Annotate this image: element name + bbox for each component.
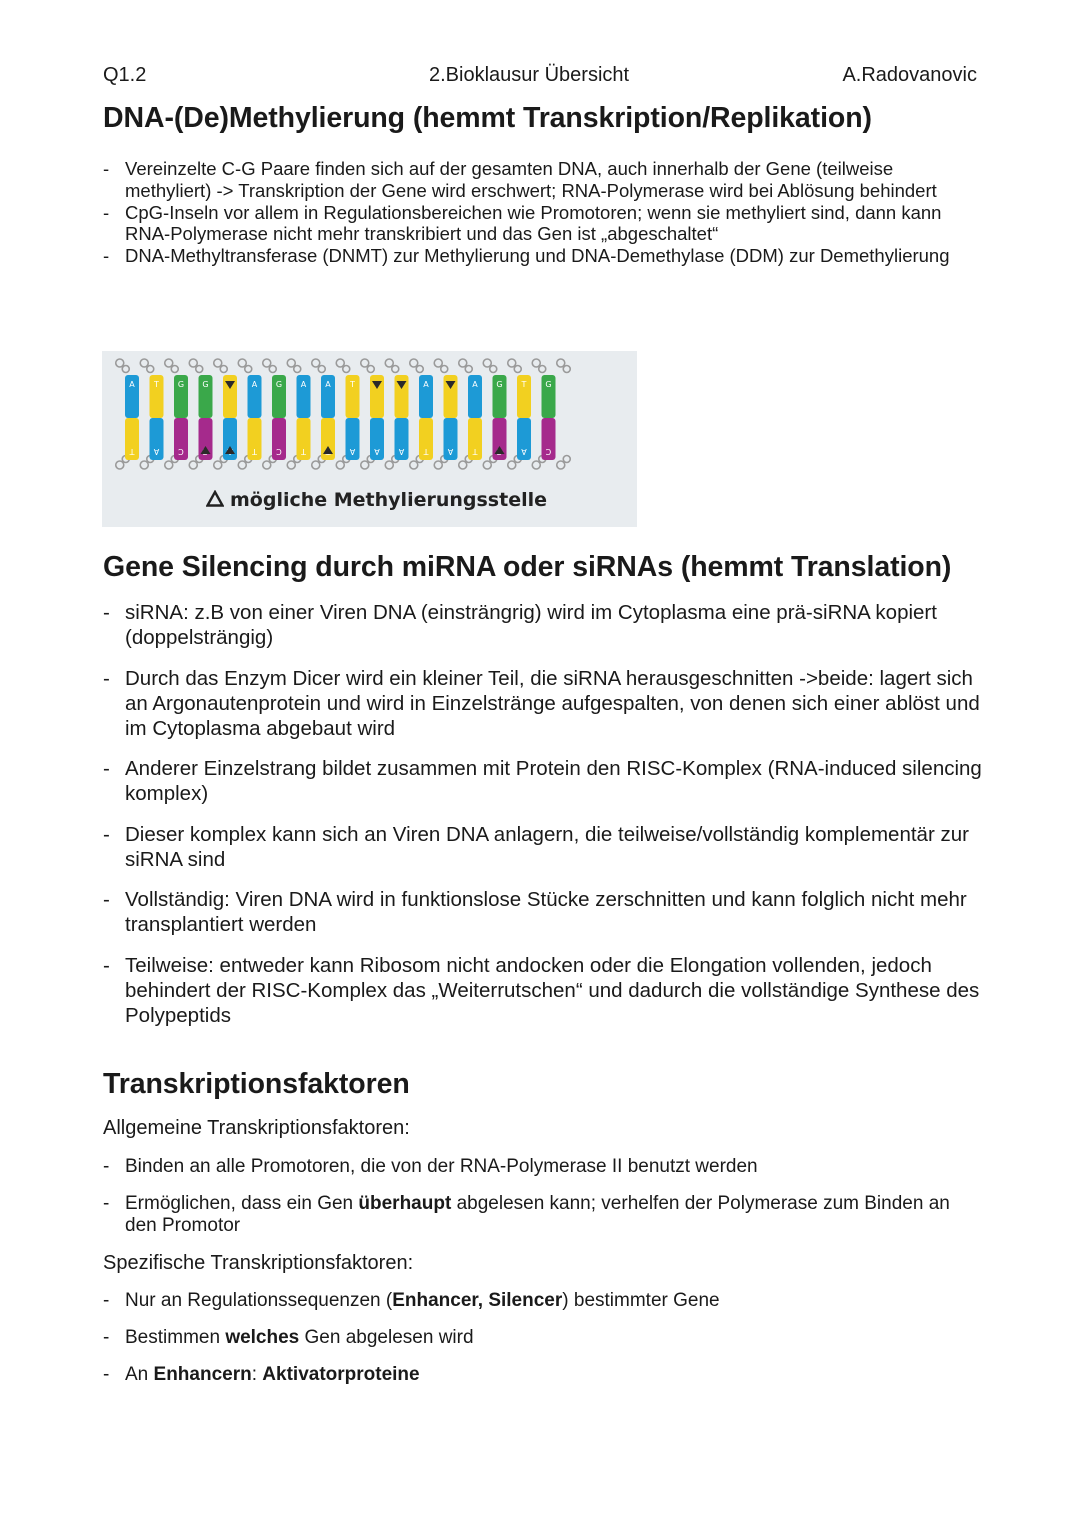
base-label-top: T bbox=[350, 380, 355, 389]
phosphate-bottom bbox=[483, 461, 491, 469]
phosphate-top bbox=[557, 359, 565, 367]
course-code: Q1.2 bbox=[103, 64, 147, 86]
general-factors-list bbox=[103, 1156, 983, 1252]
list-item: - siRNA: z.B von einer Viren DNA (einsträngrig) wird im Cytoplasma eine prä-siRNA kopiert (doppelsträngig) bbox=[103, 600, 983, 650]
sugar-top bbox=[245, 366, 252, 373]
base-label-top: A bbox=[300, 380, 307, 389]
list-item: - Teilweise: entweder kann Ribosom nicht andocken oder die Elongation vollenden, jedoch behindert der RISC-Komplex das „Weiterrutschen“ und dadurch die vollständige Synthese des Polypeptids bbox=[103, 953, 983, 1028]
base-label-top: G bbox=[545, 380, 552, 389]
triangle-marker-icon bbox=[206, 490, 224, 507]
phosphate-top bbox=[410, 359, 418, 367]
base-label-top: G bbox=[177, 380, 185, 389]
sugar-top bbox=[441, 366, 448, 373]
section-title-dna-methylation: DNA-(De)Methylierung (hemmt Transkription/Replikation) bbox=[103, 102, 872, 134]
sugar-top bbox=[343, 366, 350, 373]
dna-double-strand-diagram bbox=[102, 351, 637, 481]
base-label-bottom: C bbox=[545, 447, 552, 456]
phosphate-top bbox=[336, 359, 344, 367]
phosphate-bottom bbox=[140, 461, 148, 469]
sugar-top bbox=[490, 366, 497, 373]
phosphate-bottom bbox=[508, 461, 516, 469]
base-label-bottom: T bbox=[252, 447, 257, 456]
base-label-top: T bbox=[521, 380, 527, 389]
base-label-bottom: A bbox=[447, 447, 454, 456]
phosphate-bottom bbox=[263, 461, 271, 469]
list-item: - Vereinzelte C-G Paare finden sich auf der gesamten DNA, auch innerhalb der Gene (teilweise methyliert) -> Transkription der Gene wird erschwert; RNA-Polymerase wird bei Ablösung behindert bbox=[103, 158, 973, 202]
list-item: - Durch das Enzym Dicer wird ein kleiner Teil, die siRNA herausgeschnitten ->beide: lagert sich an Argonautenprotein und wird in Einzelstränge aufgespalten, von denen sich einer ablöst und im Cytoplasma abgebaut wird bbox=[103, 666, 983, 741]
phosphate-bottom bbox=[361, 461, 369, 469]
base-label-top: T bbox=[154, 380, 159, 389]
sugar-top bbox=[514, 366, 521, 373]
base-label-top: G bbox=[275, 380, 283, 389]
base-label-bottom: A bbox=[153, 447, 160, 456]
phosphate-bottom bbox=[165, 461, 173, 469]
base-label-top: G bbox=[202, 380, 209, 389]
section-title-transcription-factors: Transkriptionsfaktoren bbox=[103, 1068, 410, 1100]
phosphate-bottom bbox=[336, 461, 344, 469]
base-label-top: A bbox=[472, 380, 478, 389]
phosphate-bottom bbox=[434, 461, 442, 469]
sugar-top bbox=[122, 366, 129, 373]
sugar-top bbox=[147, 366, 154, 373]
page-header bbox=[103, 64, 977, 90]
phosphate-bottom bbox=[532, 461, 540, 469]
sugar-top bbox=[392, 366, 399, 373]
sugar-top bbox=[220, 366, 227, 373]
phosphate-top bbox=[483, 359, 491, 367]
phosphate-bottom bbox=[214, 461, 222, 469]
author-name: A.Radovanovic bbox=[842, 64, 977, 86]
phosphate-bottom bbox=[287, 461, 295, 469]
figure-caption bbox=[230, 489, 547, 511]
phosphate-top bbox=[385, 359, 393, 367]
list-item: - Binden an alle Promotoren, die von der RNA-Polymerase II benutzt werden bbox=[103, 1156, 983, 1178]
sugar-top bbox=[539, 366, 546, 373]
base-label-bottom: A bbox=[349, 447, 356, 456]
base-label-bottom: A bbox=[374, 447, 380, 456]
document-title: 2.Bioklausur Übersicht bbox=[429, 64, 630, 86]
phosphate-top bbox=[189, 359, 197, 367]
sugar-top bbox=[171, 366, 178, 373]
methylation-bullet-list bbox=[103, 158, 973, 267]
base-label-top: A bbox=[129, 380, 135, 389]
gene-silencing-bullet-list bbox=[103, 600, 983, 1043]
phosphate-bottom bbox=[189, 461, 197, 469]
phosphate-top bbox=[263, 359, 271, 367]
phosphate-top bbox=[532, 359, 540, 367]
phosphate-top bbox=[312, 359, 320, 367]
figure-caption-text: mögliche Methylierungsstelle bbox=[230, 489, 547, 511]
list-item: - Bestimmen welches Gen abgelesen wird bbox=[103, 1327, 983, 1349]
base-label-top: G bbox=[496, 380, 503, 389]
specific-factors-label: Spezifische Transkriptionsfaktoren: bbox=[103, 1252, 414, 1274]
list-item: - Dieser komplex kann sich an Viren DNA anlagern, die teilweise/vollständig komplementär zur siRNA sind bbox=[103, 822, 983, 872]
sugar-top bbox=[269, 366, 276, 373]
phosphate-top bbox=[361, 359, 369, 367]
base-label-bottom: C bbox=[178, 447, 184, 456]
phosphate-bottom bbox=[312, 461, 320, 469]
base-label-bottom: C bbox=[276, 447, 282, 456]
list-item: - Nur an Regulationssequenzen (Enhancer, Silencer) bestimmter Gene bbox=[103, 1290, 983, 1312]
list-item: - Ermöglichen, dass ein Gen überhaupt abgelesen kann; verhelfen der Polymerase zum Binden an den Promotor bbox=[103, 1193, 983, 1237]
phosphate-bottom bbox=[385, 461, 393, 469]
phosphate-bottom bbox=[557, 461, 565, 469]
phosphate-top bbox=[508, 359, 516, 367]
sugar-top bbox=[294, 366, 301, 373]
base-label-bottom: T bbox=[301, 447, 306, 456]
phosphate-top bbox=[459, 359, 467, 367]
general-factors-label: Allgemeine Transkriptionsfaktoren: bbox=[103, 1117, 410, 1139]
dna-methylation-figure bbox=[102, 351, 637, 527]
phosphate-top bbox=[140, 359, 148, 367]
phosphate-top bbox=[434, 359, 442, 367]
specific-factors-list bbox=[103, 1290, 983, 1401]
phosphate-top bbox=[214, 359, 222, 367]
base-label-top: A bbox=[325, 380, 331, 389]
base-label-top: A bbox=[423, 380, 429, 389]
list-item: - DNA-Methyltransferase (DNMT) zur Methylierung und DNA-Demethylase (DDM) zur Demethylierung bbox=[103, 245, 973, 267]
list-item: - An Enhancern: Aktivatorproteine bbox=[103, 1364, 983, 1386]
phosphate-bottom bbox=[116, 461, 124, 469]
sugar-top bbox=[416, 366, 423, 373]
phosphate-bottom bbox=[238, 461, 246, 469]
list-item: - CpG-Inseln vor allem in Regulationsbereichen wie Promotoren; wenn sie methyliert sind, dann kann RNA-Polymerase nicht mehr transkribiert und das Gen ist „abgeschaltet“ bbox=[103, 202, 973, 246]
base-label-bottom: T bbox=[423, 447, 429, 456]
phosphate-top bbox=[238, 359, 246, 367]
section-title-gene-silencing: Gene Silencing durch miRNA oder siRNAs (hemmt Translation) bbox=[103, 551, 952, 583]
phosphate-top bbox=[116, 359, 124, 367]
phosphate-bottom bbox=[459, 461, 467, 469]
phosphate-top bbox=[287, 359, 295, 367]
base-label-bottom: T bbox=[129, 447, 135, 456]
sugar-bottom bbox=[563, 456, 570, 463]
base-label-top: A bbox=[251, 380, 258, 389]
sugar-top bbox=[465, 366, 472, 373]
base-label-bottom: A bbox=[521, 447, 527, 456]
sugar-top bbox=[196, 366, 203, 373]
phosphate-top bbox=[165, 359, 173, 367]
sugar-top bbox=[318, 366, 325, 373]
list-item: - Anderer Einzelstrang bildet zusammen mit Protein den RISC-Komplex (RNA-induced silencing komplex) bbox=[103, 756, 983, 806]
list-item: - Vollständig: Viren DNA wird in funktionslose Stücke zerschnitten und kann folglich nicht mehr transplantiert werden bbox=[103, 887, 983, 937]
base-label-bottom: T bbox=[472, 447, 478, 456]
base-label-bottom: A bbox=[398, 447, 405, 456]
phosphate-bottom bbox=[410, 461, 418, 469]
sugar-top bbox=[367, 366, 374, 373]
sugar-top bbox=[563, 366, 570, 373]
